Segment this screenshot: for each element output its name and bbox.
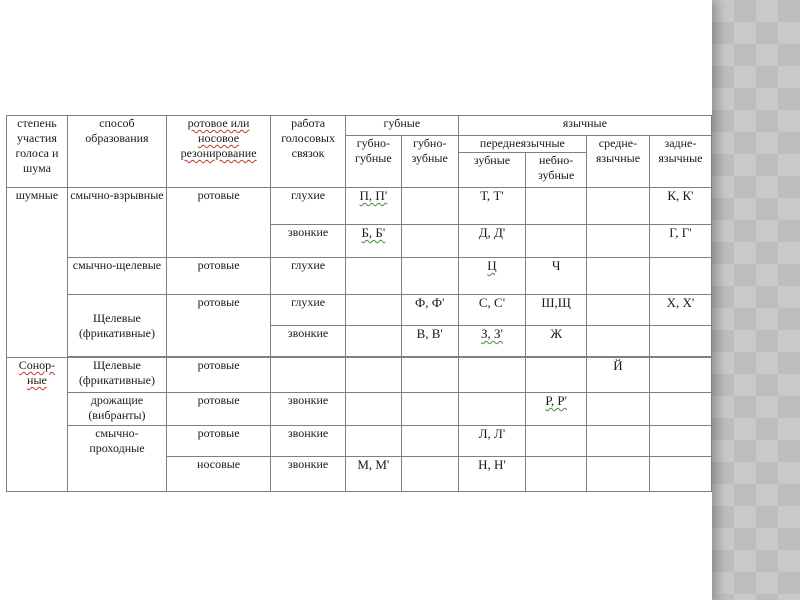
vocal-affricate: глухие	[271, 258, 346, 295]
cell-affricate-dental-text: Ц	[487, 258, 497, 273]
cell-empty	[526, 426, 587, 457]
cell-empty	[649, 326, 711, 357]
resonance-fricative: ротовые	[166, 295, 270, 357]
method-affricate: смычно-щелевые	[67, 258, 166, 295]
cell-stop-vd-bilabial	[346, 225, 402, 258]
consonant-table	[6, 115, 712, 492]
vocal-fricative-voiceless: глухие	[271, 295, 346, 326]
cell-lateral-oral-dental: Л, Л'	[458, 426, 526, 457]
cell-empty	[649, 457, 711, 492]
cell-empty	[401, 225, 458, 258]
method-trill: дрожащие (вибранты)	[67, 393, 166, 426]
cell-fricative-vl-back: Х, Х'	[649, 295, 711, 326]
header-bilabial: губно-губные	[346, 136, 402, 188]
cell-fricative-vd-dental-text: З, З'	[481, 326, 503, 341]
vocal-lateral-nasal: звонкие	[271, 457, 346, 492]
header-nondental: небно-зубные	[526, 153, 587, 188]
resonance-son-fricative: ротовые	[166, 358, 270, 393]
cell-empty	[346, 358, 402, 393]
cell-fricative-vd-dental	[458, 326, 526, 357]
cell-empty	[458, 393, 526, 426]
cell-empty	[587, 426, 650, 457]
cell-empty	[526, 457, 587, 492]
cell-empty	[587, 188, 650, 225]
degree-sonorant	[7, 358, 68, 492]
vocal-stop-voiced: звонкие	[271, 225, 346, 258]
degree-sonorant-text: Сонор-ные	[18, 358, 56, 387]
cell-empty	[587, 258, 650, 295]
resonance-lateral-nasal: носовые	[166, 457, 270, 492]
header-labiodental: губно-зубные	[401, 136, 458, 188]
cell-empty	[587, 326, 650, 357]
cell-empty	[271, 358, 346, 393]
cell-empty	[649, 426, 711, 457]
header-middle: средне-язычные	[587, 136, 650, 188]
cell-empty	[346, 393, 402, 426]
cell-empty	[346, 258, 402, 295]
cell-empty	[458, 358, 526, 393]
cell-stop-vd-dental: Д, Д'	[458, 225, 526, 258]
header-lingual: язычные	[458, 116, 711, 136]
cell-empty	[587, 225, 650, 258]
header-resonance	[166, 116, 270, 188]
header-front: переднеязычные	[458, 136, 586, 153]
cell-empty	[649, 358, 711, 393]
background-pattern	[712, 0, 800, 600]
header-vocal: работа голосовых связок	[271, 116, 346, 188]
cell-stop-vd-back: Г, Г'	[649, 225, 711, 258]
cell-trill-nondental-text: Р, Р'	[545, 393, 567, 408]
cell-stop-vl-back: К, К'	[649, 188, 711, 225]
cell-empty	[526, 188, 587, 225]
method-fricative: Щелевые (фрикативные)	[67, 295, 166, 357]
cell-empty	[587, 295, 650, 326]
cell-fricative-vl-labiodental: Ф, Ф'	[401, 295, 458, 326]
cell-affricate-nondental: Ч	[526, 258, 587, 295]
header-degree: степень участия голоса и шума	[7, 116, 68, 188]
vocal-lateral-oral: звонкие	[271, 426, 346, 457]
cell-empty	[401, 457, 458, 492]
cell-empty	[401, 393, 458, 426]
cell-empty	[526, 358, 587, 393]
header-labial: губные	[346, 116, 459, 136]
cell-empty	[526, 225, 587, 258]
resonance-trill: ротовые	[166, 393, 270, 426]
cell-empty	[346, 426, 402, 457]
cell-empty	[649, 258, 711, 295]
cell-son-fricative-middle: Й	[587, 358, 650, 393]
cell-nasal-dental: Н, Н'	[458, 457, 526, 492]
cell-stop-vd-bilabial-text: Б, Б'	[361, 225, 386, 240]
resonance-affricate: ротовые	[166, 258, 270, 295]
resonance-stop: ротовые	[166, 188, 270, 258]
cell-fricative-vl-nondental: Ш,Щ	[526, 295, 587, 326]
cell-empty	[401, 258, 458, 295]
vocal-stop-voiceless: глухие	[271, 188, 346, 225]
header-back: задне-язычные	[649, 136, 711, 188]
cell-fricative-vl-dental: С, С'	[458, 295, 526, 326]
cell-fricative-vd-nondental: Ж	[526, 326, 587, 357]
cell-fricative-vd-labiodental: В, В'	[401, 326, 458, 357]
degree-noisy: шумные	[7, 188, 68, 358]
resonance-lateral-oral: ротовые	[166, 426, 270, 457]
method-son-fricative: Щелевые (фрикативные)	[67, 358, 166, 393]
cell-empty	[649, 393, 711, 426]
cell-trill-nondental	[526, 393, 587, 426]
vocal-fricative-voiced: звонкие	[271, 326, 346, 357]
header-method: способ образования	[67, 116, 166, 188]
header-resonance-text: ротовое или носовое резонирование	[180, 116, 257, 160]
cell-nasal-bilabial: М, М'	[346, 457, 402, 492]
cell-empty	[401, 358, 458, 393]
header-dental: зубные	[458, 153, 526, 188]
vocal-trill: звонкие	[271, 393, 346, 426]
cell-empty	[587, 457, 650, 492]
cell-empty	[346, 295, 402, 326]
method-lateral: смычно-проходные	[67, 426, 166, 492]
cell-empty	[346, 326, 402, 357]
cell-empty	[401, 188, 458, 225]
cell-stop-vl-dental: Т, Т'	[458, 188, 526, 225]
method-stop: смычно-взрывные	[67, 188, 166, 258]
cell-empty	[587, 393, 650, 426]
cell-empty	[401, 426, 458, 457]
cell-stop-vl-bilabial	[346, 188, 402, 225]
cell-stop-vl-bilabial-text: П, П'	[359, 188, 388, 203]
cell-affricate-dental	[458, 258, 526, 295]
